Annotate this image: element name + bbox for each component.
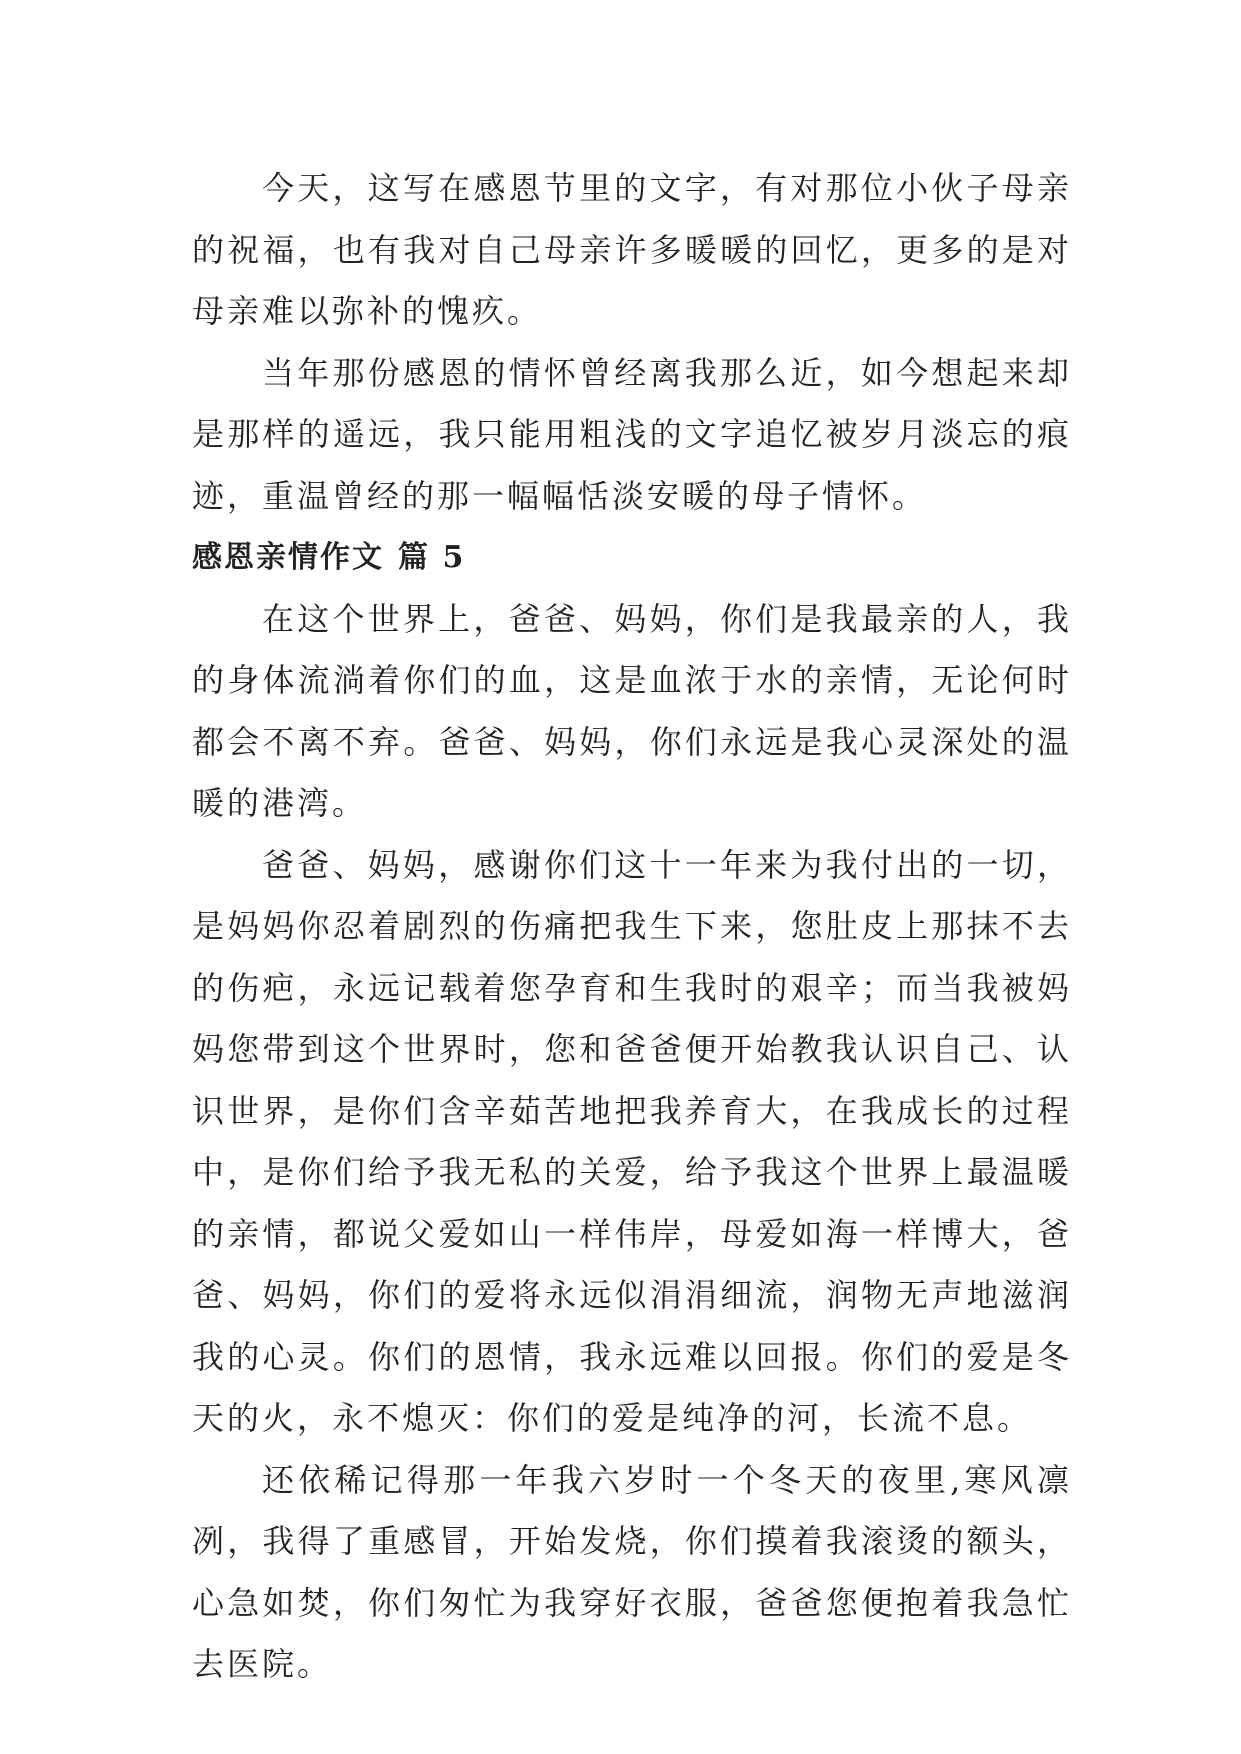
- paragraph: 今天，这写在感恩节里的文字，有对那位小伙子母亲的祝福，也有我对自己母亲许多暖暖的回忆，更多的是对母亲难以弥补的愧疚。: [192, 169, 1072, 330]
- section-title: 感恩亲情作文: [192, 540, 384, 575]
- document-body: [192, 158, 1072, 1696]
- paragraph: 在这个世界上，爸爸、妈妈，你们是我最亲的人，我的身体流淌着你们的血，这是血浓于水的亲情，无论何时都会不离不弃。爸爸、妈妈，你们永远是我心灵深处的温暖的港湾。: [192, 599, 1072, 822]
- paragraph: 当年那份感恩的情怀曾经离我那么近，如今想起来却是那样的遥远，我只能用粗浅的文字追忆被岁月淡忘的痕迹，重温曾经的那一幅幅恬淡安暖的母子情怀。: [192, 353, 1072, 515]
- section-number: 篇 5: [398, 540, 466, 575]
- section-heading: [192, 527, 1072, 589]
- paragraph: 还依稀记得那一年我六岁时一个冬天的夜里,寒风凛冽，我得了重感冒，开始发烧，你们摸着我滚烫的额头，心急如焚，你们匆忙为我穿好衣服，爸爸您便抱着我急忙去医院。: [192, 1460, 1072, 1683]
- paragraph: 爸爸、妈妈，感谢你们这十一年来为我付出的一切，是妈妈你忍着剧烈的伤痛把我生下来，您肚皮上那抹不去的伤疤，永远记载着您孕育和生我时的艰辛；而当我被妈妈您带到这个世界时，您和爸爸便开始教我认识自己、认识世界，是你们含辛茹苦地把我养育大，在我成长的过程中，是你们给予我无私的关爱，给予我这个世界上最温暖的亲情，都说父爱如山一样伟岸，母爱如海一样博大，爸爸、妈妈，你们的爱将永远似涓涓细流，润物无声地滋润我的心灵。你们的恩情，我永远难以回报。你们的爱是冬天的火，永不熄灭：你们的爱是纯净的河，长流不息。: [192, 845, 1072, 1437]
